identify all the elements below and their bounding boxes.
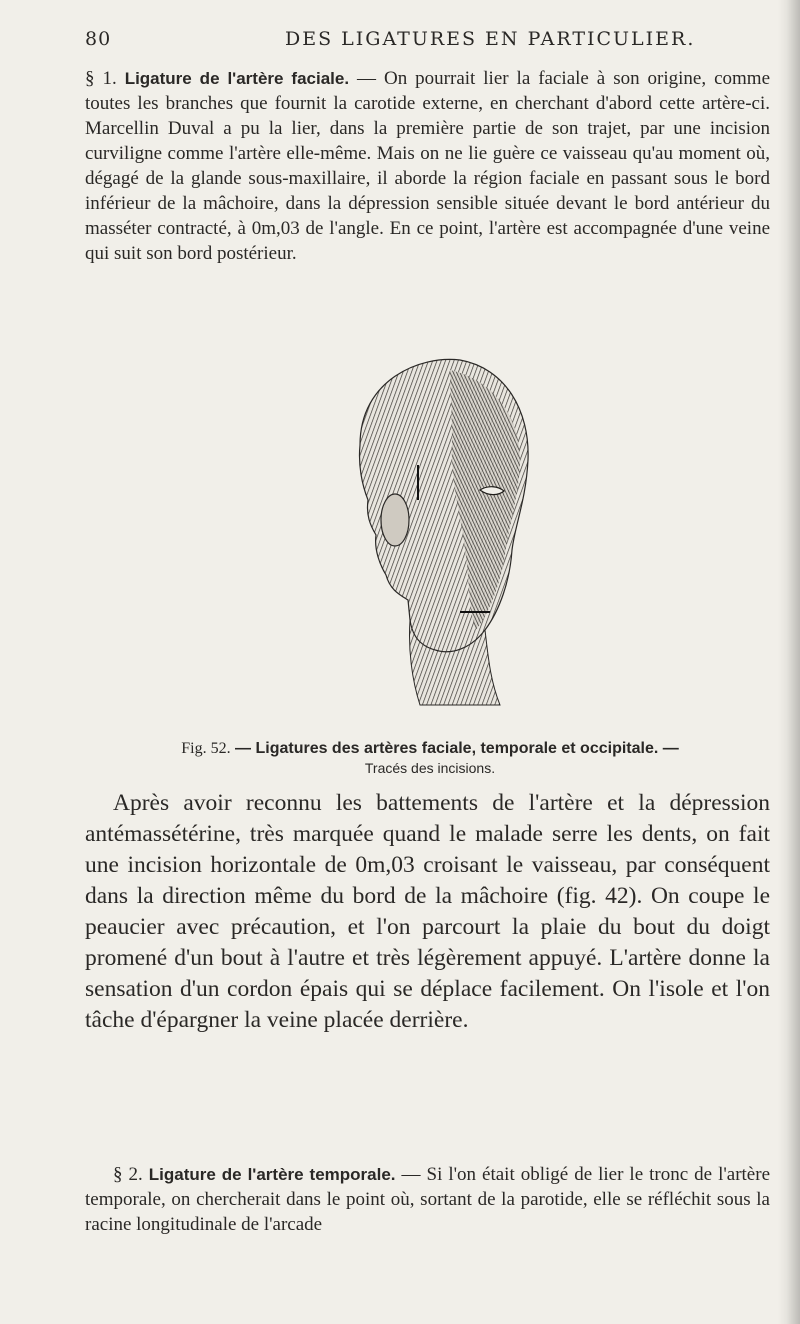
section-text: — On pourrait lier la faciale à son origine, comme toutes les branches que fournit la carotide externe, en cherchant d'abord cette artère-ci. Marcellin Duval a pu la lier, dans la première partie de son trajet, par une incision curviligne comme l'artère elle-même. Mais on ne lie guère ce vaisseau qu'au moment où, dégagé de la glande sous-maxillaire, il aborde la région faciale en passant sous le bord inférieur de la mâchoire, dans la dépression sensible située devant le bord antérieur du masséter contracté, à 0m,03 de l'angle. En ce point, l'artère est accompagnée d'une veine qui suit son bord postérieur. [85, 68, 770, 264]
section-number: § 2. [113, 1164, 143, 1185]
figure-label: Fig. 52. [181, 740, 231, 757]
page-edge-shadow [778, 0, 800, 1324]
section-number: § 1. [85, 68, 117, 89]
page-number: 80 [85, 28, 112, 50]
section-heading: Ligature de l'artère temporale. [148, 1165, 396, 1184]
caption-line-1 [85, 740, 775, 758]
caption-title: — Ligatures des artères faciale, temporale et occipitale. — [230, 740, 679, 757]
section-facial-artery [85, 66, 770, 266]
page-header [85, 28, 765, 54]
figure-head-engraving [300, 350, 540, 710]
main-paragraph: Après avoir reconnu les battements de l'artère et la dépression antémassétérine, très marquée quand le malade serre les dents, on fait une incision horizontale de 0m,03 croisant le vaisseau, par conséquent dans la direction même du bord de la mâchoire (fig. 42). On coupe le peaucier avec précaution, et l'on parcourt la plaie du bout du doigt promené d'un bout à l'autre et très légèrement appuyé. L'artère donne la sensation d'un cordon épais qui se déplace facilement. On l'isole et l'on tâche d'épargner la veine placée derrière. [85, 790, 770, 1033]
figure-caption [85, 740, 775, 776]
caption-line-2: Tracés des incisions. [364, 760, 496, 776]
ear-shape [381, 494, 409, 546]
running-title: DES LIGATURES EN PARTICULIER. [285, 28, 696, 50]
section-heading: Ligature de l'artère faciale. [124, 69, 350, 88]
section-temporal-artery [85, 1162, 770, 1237]
section-text: — Si l'on était obligé de lier le tronc de l'artère temporale, on chercherait dans le point où, sortant de la parotide, elle se réfléchit sous la racine longitudinale de l'arcade [85, 1164, 771, 1235]
